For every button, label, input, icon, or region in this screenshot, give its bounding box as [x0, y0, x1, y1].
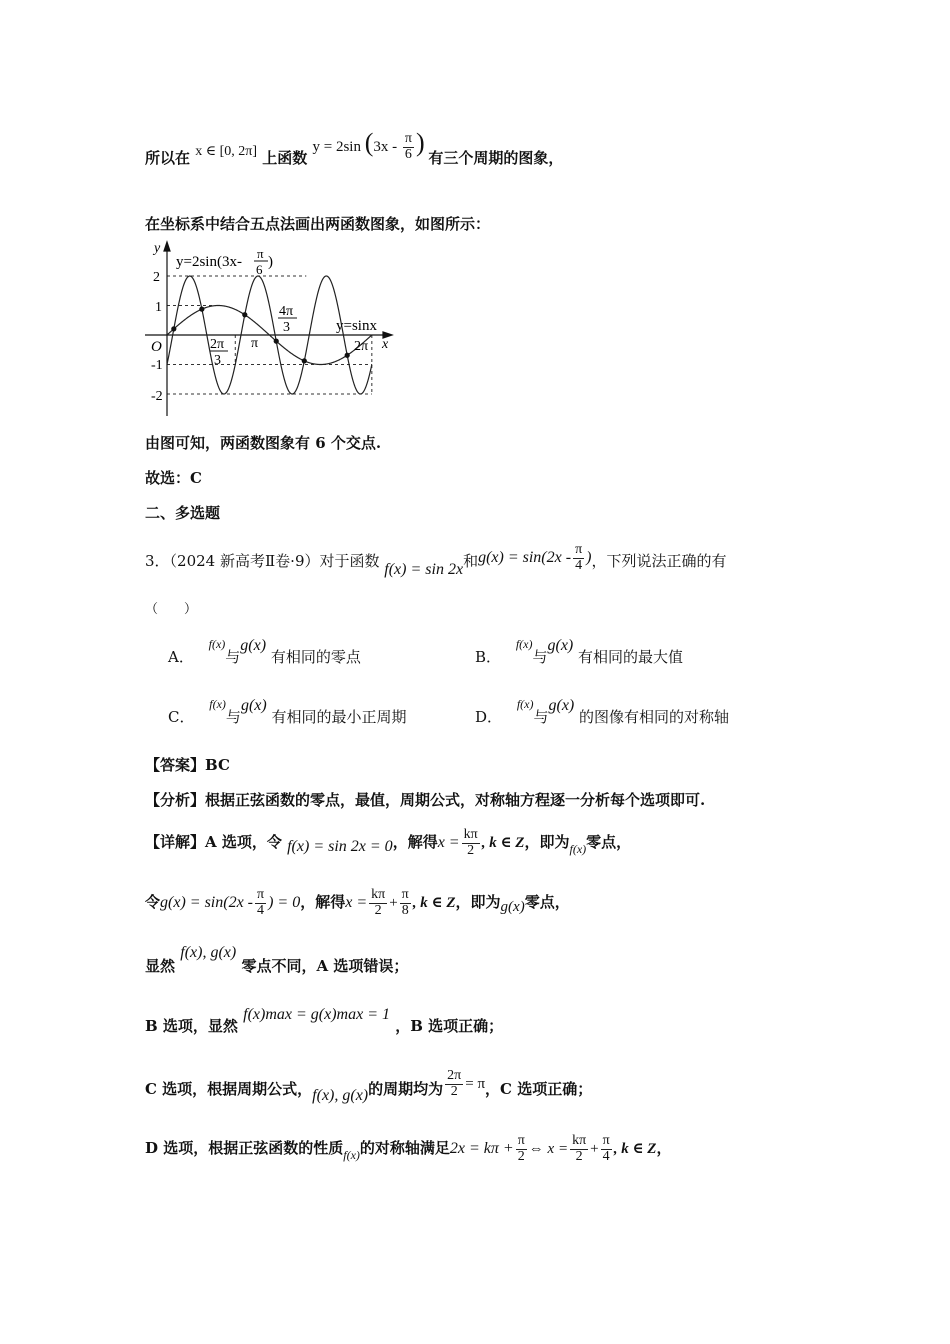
label-pre: y=2sin(3x- — [176, 254, 242, 270]
fraction — [369, 888, 387, 918]
g-symbol: g(x) — [547, 637, 574, 654]
text: ，解得 — [300, 893, 346, 912]
f-symbol: f(x) — [343, 1148, 360, 1163]
num: 2π — [447, 1068, 462, 1083]
option-text: 有相同的最大值 — [578, 648, 684, 666]
text: 的周期均为 — [368, 1080, 444, 1099]
choice-line: 故选：C — [145, 469, 202, 487]
x-eq: x = — [437, 834, 460, 852]
intersections-conclusion: 由图可知，两函数图象有 6 个交点. — [145, 434, 382, 452]
text: 和 — [463, 551, 479, 570]
g-eq-post: ) = 0 — [268, 894, 301, 912]
fg-symbols: f(x), g(x) — [312, 1087, 369, 1105]
fraction — [573, 543, 584, 573]
den: 2 — [467, 842, 475, 858]
func-expr — [312, 128, 429, 163]
fraction — [462, 828, 480, 858]
option-letter: B． — [475, 648, 502, 666]
g-symbol: g(x) — [500, 899, 525, 916]
iff-x: ⇔ x = — [528, 1141, 569, 1158]
option-d — [475, 697, 730, 727]
func-inner: 3x - — [373, 139, 398, 155]
g-post: ) — [586, 548, 592, 566]
option-letter: C． — [168, 708, 195, 726]
xtick-2pi-3-num: 2π — [210, 337, 225, 352]
text: 零点不同，A 选项错误； — [241, 957, 409, 975]
fraction — [400, 888, 411, 918]
f-symbol: f(x) — [515, 637, 533, 651]
num: π — [401, 887, 409, 902]
text: 与 — [533, 708, 549, 726]
f-symbol: f(x) — [516, 697, 534, 711]
text: 令 — [145, 893, 161, 912]
text: 零点， — [524, 893, 570, 912]
den: 2 — [450, 1083, 458, 1099]
option-text: 的图像有相同的对称轴 — [579, 708, 730, 726]
ytick-2: 2 — [153, 270, 160, 285]
text: 【详解】A 选项，令 — [145, 833, 282, 852]
text: 零点， — [586, 833, 632, 852]
option-a — [168, 637, 361, 667]
text: ，C 选项正确； — [485, 1080, 593, 1099]
g-symbol: g(x) — [240, 697, 267, 714]
den: 4 — [575, 557, 583, 573]
eq-pi: = π — [465, 1076, 486, 1093]
x-axis-label: x — [382, 337, 389, 352]
num: π — [575, 542, 583, 557]
y-axis-arrow — [164, 242, 170, 251]
text: D 选项，根据正弦函数的性质 — [145, 1139, 344, 1158]
detail-a — [145, 828, 631, 858]
option-letter: D． — [475, 708, 503, 726]
fraction — [516, 1134, 527, 1164]
text: ，解得 — [392, 833, 438, 852]
text: 的对称轴满足 — [359, 1139, 450, 1158]
text: C 选项，根据周期公式， — [145, 1080, 313, 1099]
intersection-dot — [274, 339, 279, 344]
den: 2 — [517, 1148, 525, 1164]
fraction — [601, 1134, 612, 1164]
den: 4 — [257, 903, 265, 919]
detail-d — [145, 1134, 672, 1164]
num: π — [602, 1133, 610, 1148]
intersection-dot — [302, 358, 307, 363]
line-period-statement — [145, 128, 564, 175]
xtick-2pi-3-den: 3 — [214, 353, 221, 368]
intersection-dot — [199, 307, 204, 312]
question-tail: ，下列说法正确的有 — [591, 551, 727, 570]
g-symbol: g(x) — [548, 697, 575, 714]
y-axis-label: y — [154, 241, 161, 256]
option-b — [475, 637, 684, 667]
f-symbol: f(x) — [209, 697, 226, 711]
g-equation — [160, 887, 301, 919]
g-definition — [478, 542, 592, 573]
num: kπ — [371, 887, 386, 902]
fraction — [403, 132, 414, 162]
intersection-dot — [171, 326, 176, 331]
den: 2 — [575, 1148, 583, 1164]
intersection-dot — [345, 353, 350, 358]
detail-c — [145, 1068, 593, 1105]
den: 2 — [374, 902, 382, 918]
b-equation: f(x)max = g(x)max = 1 — [243, 1006, 391, 1023]
option-letter: A． — [168, 648, 194, 666]
answer-line: 【答案】BC — [145, 756, 230, 774]
xtick-4pi-3-den: 3 — [283, 320, 290, 335]
k-set: , k ∈ Z — [412, 895, 456, 912]
text: ，即为 — [455, 893, 501, 912]
plus: + — [389, 895, 398, 912]
text: 与 — [225, 648, 241, 666]
question-3 — [145, 542, 727, 578]
num: kπ — [572, 1133, 587, 1148]
ytick-neg2: -2 — [151, 389, 163, 404]
f-definition: f(x) = sin 2x — [384, 560, 464, 578]
detail-g — [145, 888, 570, 919]
curve1-label-post: ) — [268, 254, 273, 270]
ytick-neg1: -1 — [151, 358, 163, 373]
option-c — [168, 697, 407, 727]
a-equation: f(x) = sin 2x = 0 — [287, 838, 393, 856]
fg-symbols: f(x), g(x) — [180, 944, 237, 961]
plus: + — [590, 1141, 599, 1158]
line-draw-statement: 在坐标系中结合五点法画出两函数图象，如图所示： — [145, 215, 491, 233]
f-symbol: f(x) — [569, 842, 587, 857]
fraction — [570, 1134, 588, 1164]
fraction — [445, 1069, 463, 1099]
text: 所以在 — [145, 149, 191, 167]
option-text: 有相同的最小正周期 — [271, 708, 407, 726]
d-eq1: 2x = kπ + — [449, 1140, 514, 1158]
detail-b — [145, 1006, 504, 1036]
text: ，B 选项正确； — [395, 1017, 504, 1035]
x-eq: x = — [345, 894, 368, 912]
analysis-line: 【分析】根据正弦函数的零点，最值，周期公式，对称轴方程逐一分析每个选项即可. — [145, 791, 706, 809]
paren: ( — [364, 128, 374, 157]
xtick-pi: π — [251, 336, 259, 351]
g-pre: g(x) = sin(2x - — [478, 548, 572, 566]
den: 4 — [602, 1148, 610, 1164]
xtick-2pi: 2π — [354, 339, 369, 354]
func-left: y = 2sin — [312, 139, 361, 155]
curve2-label: y=sinx — [336, 318, 377, 334]
text: 上函数 — [262, 149, 308, 167]
intersection-dot — [242, 312, 247, 317]
num: π — [257, 887, 265, 903]
k-set: , k ∈ Z — [613, 1141, 657, 1158]
g-symbol: g(x) — [240, 637, 267, 654]
domain-expr: x ∈ [0, 2π] — [195, 144, 258, 159]
num: kπ — [463, 827, 478, 842]
num: π — [517, 1133, 525, 1148]
question-number: 3． — [145, 551, 170, 570]
ytick-1: 1 — [155, 300, 162, 315]
text: B 选项，显然 — [145, 1017, 238, 1035]
answer-paren: （ ） — [145, 602, 198, 617]
k-set: , k ∈ Z — [481, 835, 525, 852]
origin-label: O — [151, 339, 162, 355]
den: 8 — [401, 902, 409, 918]
question-source: （2024 新高考Ⅱ卷·9）对于函数 — [169, 551, 380, 570]
function-graph — [140, 238, 410, 423]
detail-clearly — [145, 944, 409, 976]
g-eq-pre: g(x) = sin(2x - — [160, 894, 253, 912]
fraction — [255, 888, 266, 918]
text: 有三个周期的图象， — [428, 149, 564, 167]
curve1-label-den: 6 — [256, 262, 263, 277]
section-heading: 二、多选题 — [145, 504, 221, 522]
paren: ) — [415, 128, 425, 157]
text: 显然 — [145, 957, 176, 975]
option-text: 有相同的零点 — [270, 648, 361, 666]
curve1-label — [176, 254, 242, 270]
num: π — [404, 131, 412, 147]
text: ， — [656, 1139, 672, 1158]
den: 6 — [404, 147, 412, 163]
text: 与 — [532, 648, 548, 666]
text: 与 — [225, 708, 241, 726]
f-symbol: f(x) — [208, 637, 226, 651]
curve1-label-num: π — [257, 246, 264, 261]
xtick-4pi-3-num: 4π — [279, 304, 294, 319]
text: ，即为 — [524, 833, 570, 852]
